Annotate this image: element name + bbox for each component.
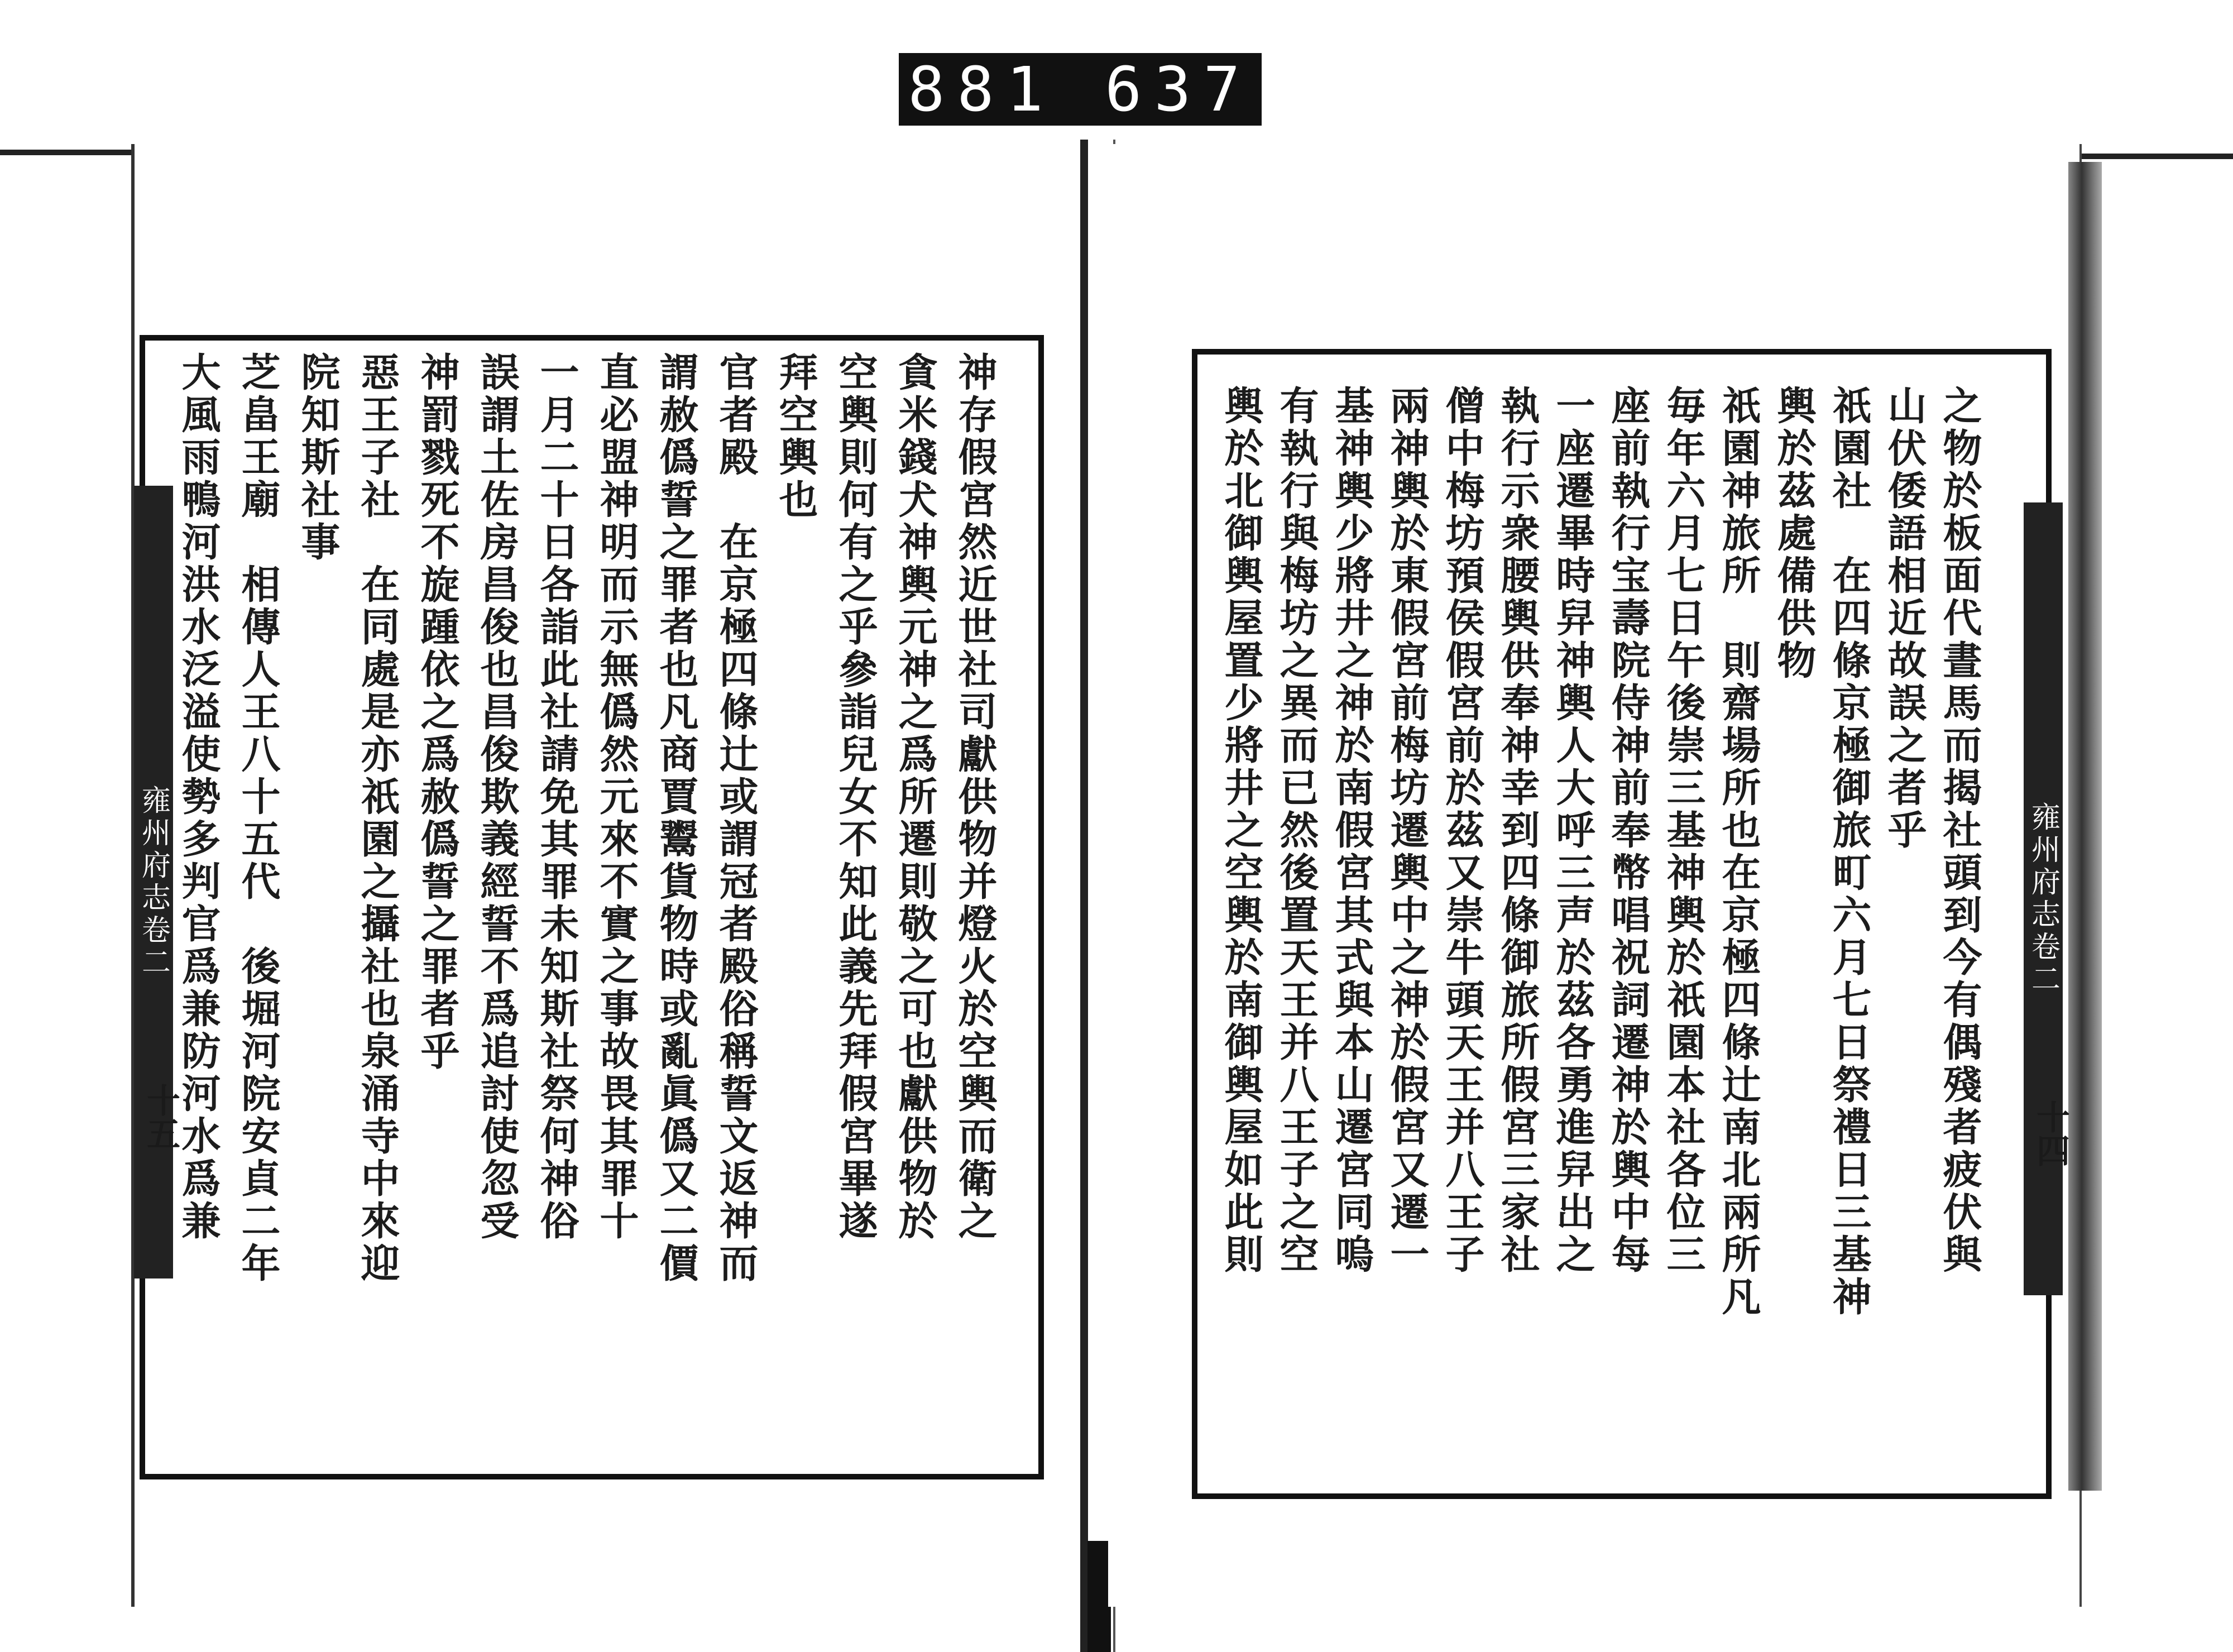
right-col-11: 兩神輿於東假宮前梅坊遷輿中之神於假宮又遷一 (1384, 385, 1430, 1276)
left-col-2: 貪米錢犬神輿元神之爲所遷則敬之可也獻供物於 (892, 352, 938, 1243)
right-col-14: 輿於北御輿屋置少將井之空輿於南御輿屋如此則 (1218, 385, 1264, 1276)
right-col-7: 座前執行宝壽院侍神前奉幣唱祝詞遷神於輿中每 (1605, 385, 1651, 1276)
right-col-8: 一座遷畢時舁神輿人大呼三声於茲各勇進舁出之 (1550, 385, 1596, 1276)
right-col-6: 毎年六月七日午後崇三基神輿於祇園本社各位三 (1660, 385, 1707, 1276)
spine-shadow (1087, 1541, 1111, 1652)
left-col-10: 神罰戮死不旋踵依之爲赦僞誓之罪者乎 (414, 352, 461, 1073)
left-col-3: 空輿則何有之乎參詣兒女不知此義先拜假宮畢遂 (832, 352, 879, 1243)
page-edge-shadow (2068, 162, 2102, 1491)
left-col-12: 院知斯社事 (295, 352, 341, 564)
left-running-title: 雍州府志卷二 (134, 486, 173, 1278)
left-col-9: 誤謂土佐房昌俊也昌俊欺義經誓不爲追討使忽受 (474, 352, 520, 1243)
right-running-title: 雍州府志卷二 (2024, 502, 2063, 1295)
right-col-1: 之物於板面代晝馬而揭社頭到今有偶殘者疲伏與 (1937, 385, 1983, 1276)
catalog-label (899, 53, 1262, 126)
right-col-2: 山伏倭語相近故誤之者乎 (1881, 385, 1928, 852)
right-col-9: 執行示衆腰輿供奉神幸到四條御旅所假宮三家社 (1494, 385, 1541, 1276)
right-col-5: 祇園神旅所 則齋場所也在京極四條辻南北兩所凡 (1716, 385, 1762, 1319)
left-folio: 十五 (141, 1083, 180, 1150)
left-col-13: 芝畠王廟 相傳人王八十五代 後堀河院安貞二年 (235, 352, 281, 1285)
right-text-columns (1211, 385, 1987, 1479)
right-col-12: 基神輿少將井之神於南假宮其式與本山遷宮同嗚 (1329, 385, 1375, 1276)
left-col-14: 大風雨鴨河洪水泛溢使勢多判官爲兼防河水爲兼 (175, 352, 222, 1243)
left-text-columns (167, 352, 1005, 1463)
right-col-13: 有執行與梅坊之異而已然後置天王并八王子之空 (1273, 385, 1320, 1276)
left-col-11: 惡王子社 在同處是亦祇園之攝社也泉涌寺中來迎 (354, 352, 401, 1285)
right-col-10: 僧中梅坊預侯假宮前於茲又崇牛頭天王并八王子 (1439, 385, 1486, 1276)
left-col-1: 神存假宮然近世社司獻供物并燈火於空輿而衛之 (952, 352, 998, 1243)
right-folio: 十四 (2031, 1100, 2070, 1167)
right-col-4: 輿於茲處備供物 (1771, 385, 1817, 682)
left-col-8: 一月二十日各詣此社請免其罪未知斯社祭何神俗 (534, 352, 580, 1243)
right-col-3: 祇園社 在四條京極御旅町六月七日祭禮日三基神 (1826, 385, 1872, 1319)
left-col-5: 官者殿 在京極四條辻或謂冠者殿俗稱誓文返神而 (713, 352, 759, 1285)
catalog-number: 881 637 (908, 54, 1253, 125)
left-col-6: 謂赦僞誓之罪者也凡商賈鬻貨物時或亂眞僞又二價 (653, 352, 699, 1285)
left-col-4: 拜空輿也 (773, 352, 819, 521)
left-col-7: 直必盟神明而示無僞然元來不實之事故畏其罪十 (593, 352, 640, 1243)
